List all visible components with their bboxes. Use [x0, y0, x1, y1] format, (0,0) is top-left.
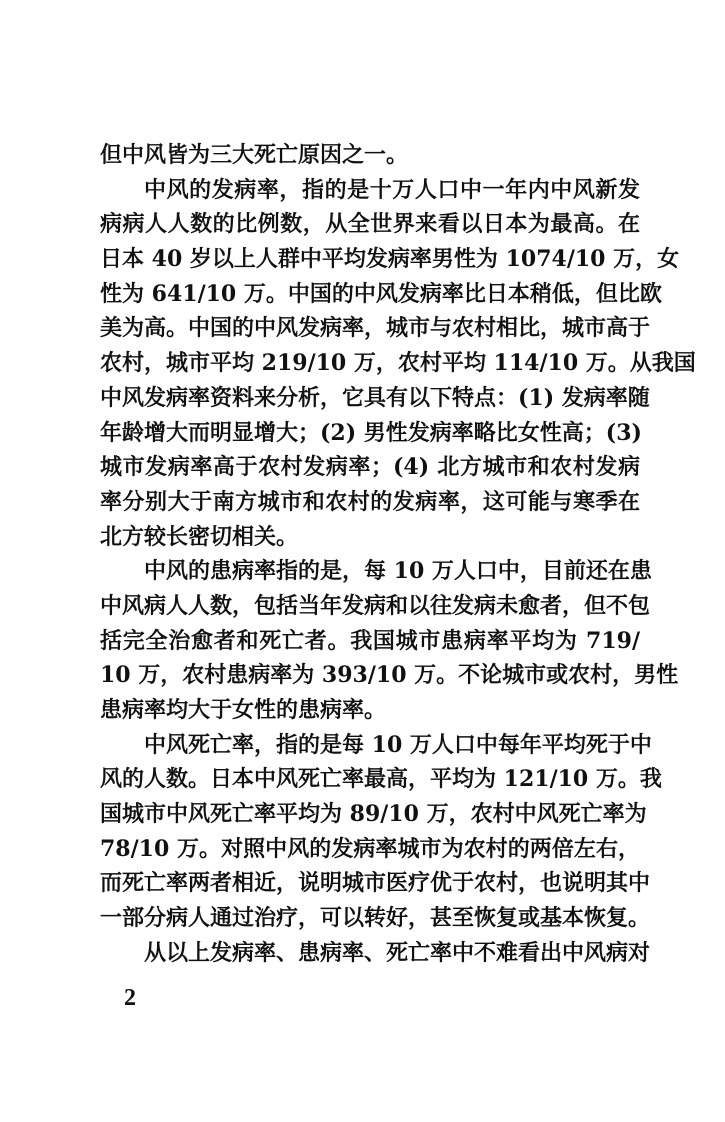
- text-line: 但中风皆为三大死亡原因之一。: [100, 142, 409, 168]
- text-line: 中风死亡率，指的是每 10 万人口中每年平均死于中: [144, 731, 652, 758]
- text-line: 一部分病人通过治疗，可以转好，甚至恢复或基本恢复。: [100, 905, 651, 932]
- paragraph: [100, 138, 640, 173]
- text-line: 78/10 万。对照中风的发病率城市为农村的两倍左右，: [100, 835, 640, 862]
- text-line: 中风发病率资料来分析，它具有以下特点：(1) 发病率随: [100, 384, 650, 411]
- text-line: 病病人人数的比例数，从全世界来看以日本为最高。在: [100, 211, 640, 238]
- text-line: 性为 641/10 万。中国的中风发病率比日本稍低，但比欧: [100, 280, 662, 307]
- text-line: 括完全治愈者和死亡者。我国城市患病率平均为 719/: [100, 627, 640, 654]
- text-line: 北方较长密切相关。: [100, 523, 299, 550]
- text-line: 中风的患病率指的是，每 10 万人口中，目前还在患: [144, 558, 652, 585]
- text-line: 农村，城市平均 219/10 万，农村平均 114/10 万。从我国: [100, 350, 696, 377]
- text-line: 日本 40 岁以上人群中平均发病率男性为 1074/10 万，女: [100, 246, 680, 273]
- text-line: 从以上发病率、患病率、死亡率中不难看出中风病对: [144, 939, 651, 966]
- page-number: 2: [124, 985, 136, 1011]
- text-line: 中风病人人数，包括当年发病和以往发病未愈者，但不包: [100, 592, 651, 619]
- text-line: 10 万，农村患病率为 393/10 万。不论城市或农村，男性: [100, 662, 679, 689]
- paragraph: [100, 554, 679, 727]
- paragraph: [100, 936, 651, 971]
- text-line: 年龄增大而明显增大；(2) 男性发病率略比女性高；(3): [100, 419, 642, 446]
- paragraph: [100, 173, 696, 555]
- text-line: 患病率均大于女性的患病率。: [100, 697, 387, 723]
- text-line: 中风的发病率，指的是十万人口中一年内中风新发: [144, 176, 640, 203]
- text-line: 美为高。中国的中风发病率，城市与农村相比，城市高于: [100, 315, 651, 342]
- paragraph: [100, 728, 662, 936]
- page-body: [100, 138, 696, 971]
- text-line: 率分别大于南方城市和农村的发病率，这可能与寒季在: [100, 488, 640, 515]
- text-line: 城市发病率高于农村发病率；(4) 北方城市和农村发病: [100, 454, 640, 481]
- text-line: 而死亡率两者相近，说明城市医疗优于农村，也说明其中: [100, 870, 651, 897]
- text-line: 风的人数。日本中风死亡率最高，平均为 121/10 万。我: [100, 766, 662, 793]
- text-line: 国城市中风死亡率平均为 89/10 万，农村中风死亡率为: [100, 801, 647, 828]
